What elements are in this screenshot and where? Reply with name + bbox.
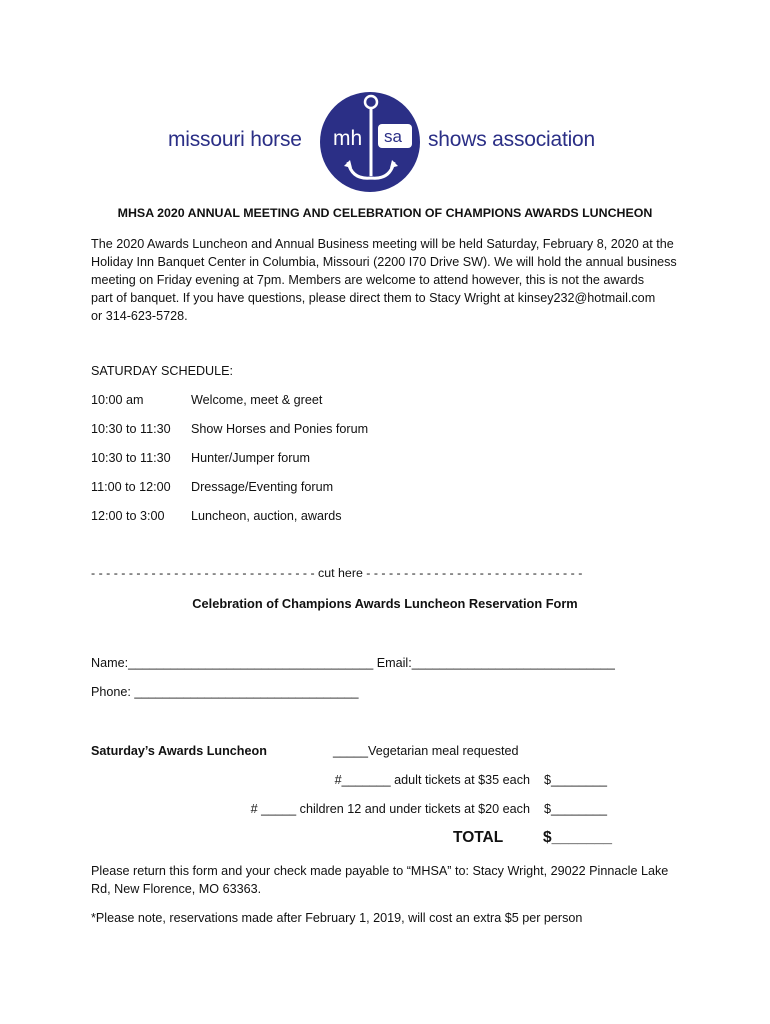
intro-paragraph	[91, 235, 691, 325]
intro-line: The 2020 Awards Luncheon and Annual Business meeting will be held Saturday, February 8, 2020 at the	[91, 237, 674, 251]
logo-mark-left: mh	[333, 127, 363, 150]
schedule-time: 10:00 am	[91, 393, 144, 407]
intro-line: Holiday Inn Banquet Center in Columbia, Missouri (2200 I70 Drive SW). We will hold the annual business	[91, 255, 677, 269]
intro-line: part of banquet. If you have questions, please direct them to Stacy Wright at kinsey232@hotmail.com	[91, 291, 656, 305]
child-amount-field[interactable]: $________	[544, 802, 608, 816]
schedule-activity: Welcome, meet & greet	[191, 393, 323, 407]
schedule-time: 10:30 to 11:30	[91, 451, 171, 465]
return-instructions-line: Rd, New Florence, MO 63363.	[91, 882, 262, 896]
schedule-time: 10:30 to 11:30	[91, 422, 171, 436]
schedule-activity: Show Horses and Ponies forum	[191, 422, 369, 436]
intro-line: or 314-623-5728.	[91, 309, 188, 323]
late-fee-note: *Please note, reservations made after February 1, 2019, will cost an extra $5 per person	[91, 911, 583, 925]
adult-amount-field[interactable]: $________	[544, 773, 608, 787]
mhsa-logo	[318, 90, 422, 194]
intro-line: meeting on Friday evening at 7pm. Members are welcome to attend however, this is not the awards	[91, 273, 645, 287]
name-email-field[interactable]: Name:___________________________________ Email:_____________________________	[91, 656, 615, 670]
adult-tickets-field[interactable]: #_______ adult tickets at $35 each	[334, 773, 530, 787]
vegetarian-field[interactable]: _____Vegetarian meal requested	[333, 744, 519, 758]
schedule-activity: Dressage/Eventing forum	[191, 480, 334, 494]
total-amount-field[interactable]: $_______	[543, 829, 612, 846]
logo-mark-right: sa	[384, 127, 402, 146]
cut-line: - - - - - - - - - - - - - - - - - - - - - - - - - - - - - - cut here - - - - - - - - - - - - - - - - - - - - - - - - - - - - -	[91, 566, 583, 580]
schedule-time: 12:00 to 3:00	[91, 509, 165, 523]
luncheon-label: Saturday’s Awards Luncheon	[91, 744, 267, 758]
total-label: TOTAL	[453, 829, 504, 846]
form-title: Celebration of Champions Awards Luncheon Reservation Form	[192, 596, 578, 611]
logo-text-right: shows association	[428, 128, 596, 151]
schedule-activity: Hunter/Jumper forum	[191, 451, 310, 465]
schedule-heading: SATURDAY SCHEDULE:	[91, 364, 234, 378]
schedule-activity: Luncheon, auction, awards	[191, 509, 342, 523]
schedule-time: 11:00 to 12:00	[91, 480, 171, 494]
return-instructions-line: Please return this form and your check made payable to “MHSA” to: Stacy Wright, 29022 Pinnacle Lake	[91, 864, 669, 878]
phone-field[interactable]: Phone: ________________________________	[91, 685, 359, 699]
document-title: MHSA 2020 ANNUAL MEETING AND CELEBRATION OF CHAMPIONS AWARDS LUNCHEON	[117, 206, 653, 220]
child-tickets-field[interactable]: # _____ children 12 and under tickets at $20 each	[250, 802, 530, 816]
logo-text-left: missouri horse	[168, 128, 302, 151]
